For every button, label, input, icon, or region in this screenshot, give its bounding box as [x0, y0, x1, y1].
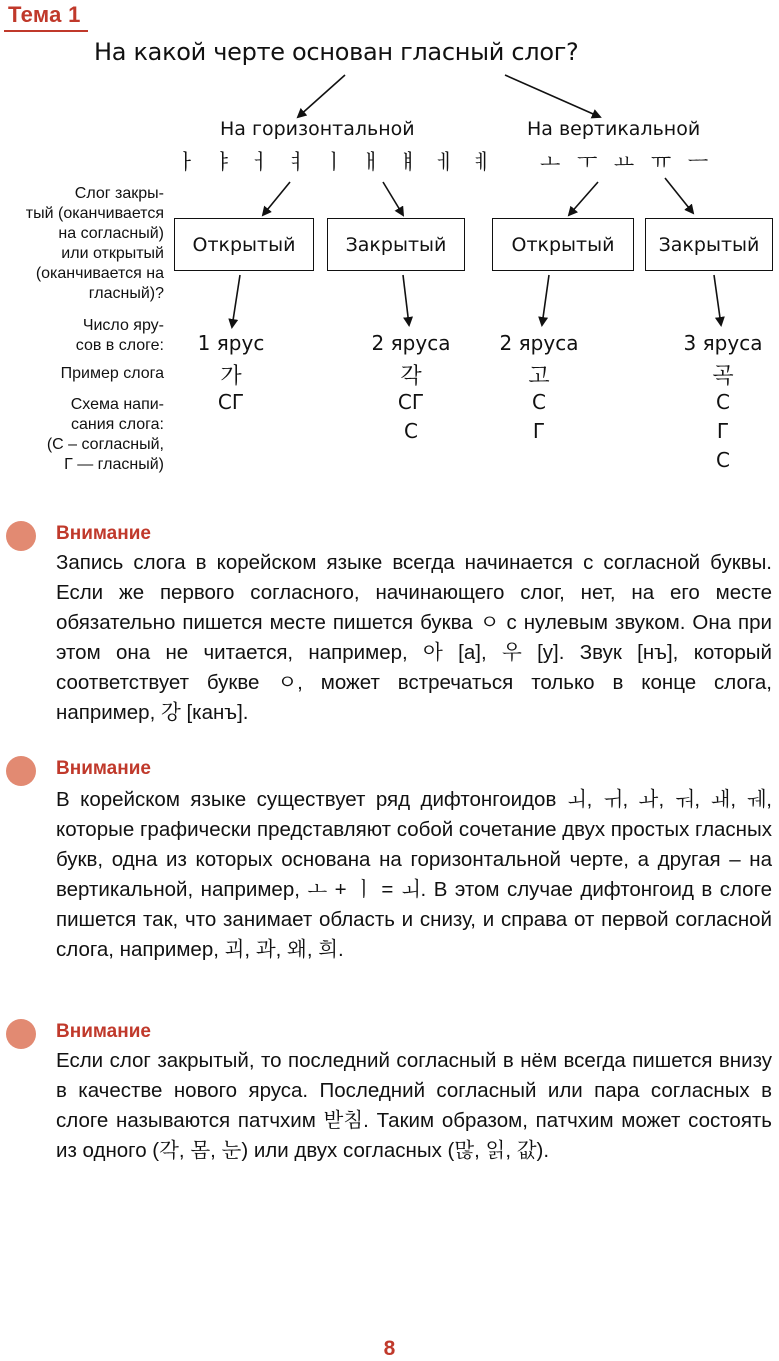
- box-horizontal-closed: Закрытый: [327, 218, 465, 271]
- col3-scheme-2: Г: [532, 419, 546, 443]
- arrow-to-vertical: [505, 75, 600, 117]
- side-label-syllable-type: Слог закры- тый (оканчивается на согласный) или открытый (оканчивается на гласный)?: [25, 185, 164, 302]
- box-horizontal-open: Открытый: [174, 218, 314, 271]
- col4-scheme-3: С: [716, 448, 730, 472]
- side-label-scheme: Схема напи- сания слога: (С – согласный, Г — гласный): [46, 396, 164, 473]
- box-vertical-closed: Закрытый: [645, 218, 773, 271]
- col4-scheme-2: Г: [716, 419, 730, 443]
- col4-example: 곡: [712, 364, 734, 389]
- page-number: 8: [383, 1337, 396, 1360]
- arrow-col2: [403, 275, 409, 325]
- note-1-text: Запись слога в корейском языке всегда начинается с согласной буквы. Если же первого согласного, начинающего слог, нет, на его месте обязательно пишется месте пишется буква ㅇ с нулевым звуком. Она при этом она не читается, например, 아 [а], 우 [у]. Звук [нъ], который соответствует букве ㅇ, может встречаться только в конце слога, например, 강 [канъ].: [56, 551, 772, 724]
- theme-label: Тема 1: [8, 2, 81, 27]
- arrow-h-open: [263, 182, 290, 215]
- horizontal-vowels: ㅏ ㅑ ㅓ ㅕ ㅣ ㅐ ㅒ ㅔ ㅖ: [176, 150, 497, 174]
- col2-tiers: 2 яруса: [371, 331, 451, 355]
- horizontal-branch-label: На горизонтальной: [220, 118, 415, 140]
- arrow-v-closed: [665, 178, 693, 213]
- arrow-h-closed: [383, 182, 403, 215]
- col4-scheme-1: С: [716, 390, 730, 414]
- note-3-text: Если слог закрытый, то последний согласный в нём всегда пишется внизу в качестве нового яруса. Последний согласный или пара согласных в слоге называются патчхим 받침. Таким образом, патчхим может состоять из одного (각, 몸, 눈) или двух согласных (많, 읽, 값).: [56, 1049, 772, 1162]
- diagram-question: На какой черте основан гласный слог?: [94, 38, 579, 66]
- col2-scheme-2: С: [404, 419, 418, 443]
- col1-tiers: 1 ярус: [197, 331, 265, 355]
- vertical-branch-label: На вертикальной: [527, 118, 701, 140]
- note-2-title: Внимание: [56, 758, 151, 779]
- col4-tiers: 3 яруса: [683, 331, 763, 355]
- arrow-col4: [714, 275, 721, 325]
- note-2-bullet: [6, 756, 36, 786]
- col2-example: 각: [400, 364, 422, 389]
- col3-example: 고: [528, 364, 550, 389]
- col2-scheme-1: СГ: [397, 390, 425, 414]
- note-1-bullet: [6, 521, 36, 551]
- arrow-col1: [232, 275, 240, 327]
- arrow-v-open: [569, 182, 598, 215]
- box-vertical-open: Открытый: [492, 218, 634, 271]
- vertical-vowels: ㅗ ㅜ ㅛ ㅠ ㅡ: [540, 150, 714, 174]
- side-label-example: Пример слога: [60, 365, 164, 382]
- arrow-to-horizontal: [298, 75, 345, 117]
- col1-example: 가: [220, 364, 242, 389]
- arrow-col3: [542, 275, 549, 325]
- side-label-tiers: Число яру- сов в слоге:: [75, 317, 164, 354]
- note-3-title: Внимание: [56, 1021, 151, 1042]
- note-1-title: Внимание: [56, 523, 151, 544]
- col3-scheme-1: С: [532, 390, 546, 414]
- col1-scheme-1: СГ: [217, 390, 245, 414]
- col3-tiers: 2 яруса: [499, 331, 579, 355]
- note-3-bullet: [6, 1019, 36, 1049]
- note-2-text: В корейском языке существует ряд дифтонгоидов ㅚ, ㅟ, ㅘ, ㅝ, ㅙ, ㅞ, которые графически представляют собой сочетание двух простых гласных букв, одна из которых основана на горизонтальной черте, а другая – на вертикальной, например, ㅗ + ㅣ = ㅚ. В этом случае дифтонгоид в слоге пишется так, что занимает область и снизу, и справа от первой согласной слога, например, 괴, 과, 왜, 희.: [56, 788, 772, 961]
